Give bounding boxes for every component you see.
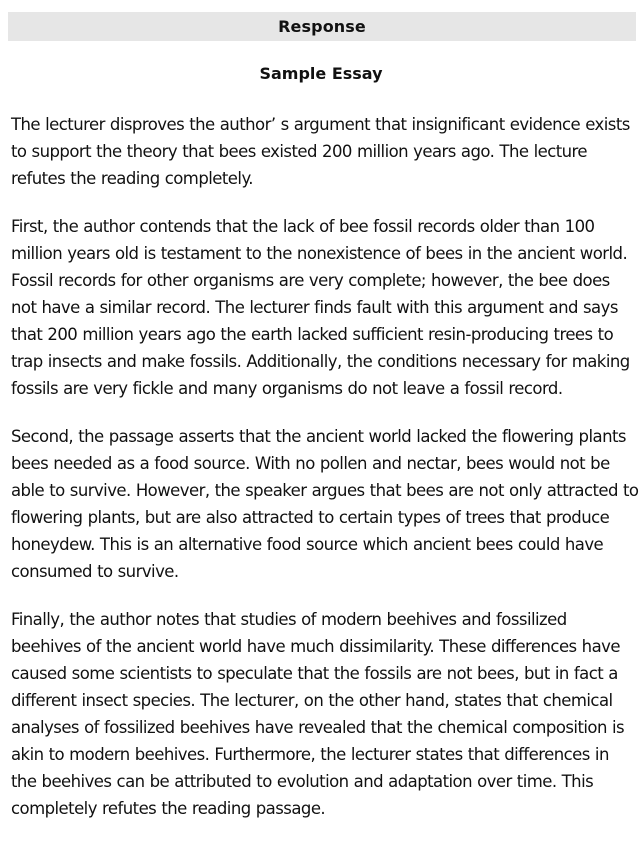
essay-paragraph-third-point: Finally, the author notes that studies of modern beehives and fossilized beehives of the ancient world have much dissimilarity. These differences have caused some scientists to speculate that the fossils are not bees, but in fact a different insect species. The lecturer, on the other hand, states that chemical analyses of fossilized beehives have revealed that the chemical composition is akin to modern beehives. Furthermore, the lecturer states that differences in the beehives can be attributed to evolution and adaptation over time. This completely refutes the reading passage. (11, 610, 625, 818)
essay-body (11, 111, 639, 843)
response-header-bar (8, 12, 636, 41)
essay-paragraph-first-point: First, the author contends that the lack of bee fossil records older than 100 million years old is testament to the nonexistence of bees in the ancient world. Fossil records for other organisms are very complete; however, the bee does not have a similar record. The lecturer finds fault with this argument and says that 200 million years ago the earth lacked sufficient resin-producing trees to trap insects and make fossils. Additionally, the conditions necessary for making fossils are very fickle and many organisms do not leave a fossil record. (11, 217, 630, 398)
response-header-title: Response (278, 17, 366, 36)
essay-paragraph-second-point: Second, the passage asserts that the ancient world lacked the flowering plants bees needed as a food source. With no pollen and nectar, bees would not be able to survive. However, the speaker argues that bees are not only attracted to flowering plants, but are also attracted to certain types of trees that produce honeydew. This is an alternative food source which ancient bees could have consumed to survive. (11, 427, 639, 581)
essay-title: Sample Essay (259, 64, 383, 83)
essay-paragraph-intro: The lecturer disproves the author’ s argument that insignificant evidence exists to support the theory that bees existed 200 million years ago. The lecture refutes the reading completely. (11, 115, 630, 188)
